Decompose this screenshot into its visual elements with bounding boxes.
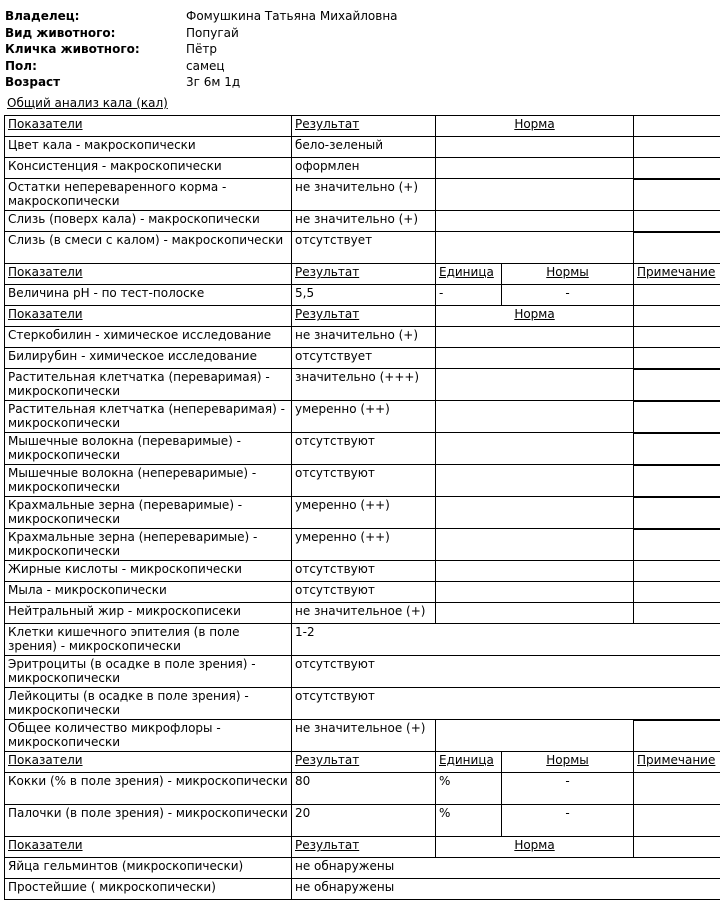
indicator-result: отсутствует [292,232,436,264]
indicator-name: Эритроциты (в осадке в поле зрения) - микроскопически [5,656,292,688]
header-row [5,116,720,137]
results-table [4,115,720,900]
indicator-result: отсутствует [292,348,436,369]
indicator-result: 1-2 [292,624,720,656]
indicator-note [634,401,720,433]
indicator-note [634,158,720,179]
indicator-norm [436,179,634,211]
indicator-result: значительно (+++) [292,369,436,401]
sex-row [5,58,705,75]
split-line [634,433,720,434]
table-row [5,582,720,603]
table-row [5,688,720,720]
indicator-result: умеренно (++) [292,529,436,561]
header-result: Результат [292,116,436,137]
indicator-norm [436,529,634,561]
indicator-note [634,529,720,561]
indicator-result: не значительно (+) [292,327,436,348]
table-row [5,137,720,158]
header-result: Результат [292,752,436,773]
indicator-norm [436,348,634,369]
split-line [634,369,720,370]
indicator-note [634,561,720,582]
indicator-name: Слизь (в смеси с калом) - макроскопически [5,232,292,264]
table-row [5,232,720,264]
indicator-note [634,582,720,603]
table-row [5,465,720,497]
indicator-result: не значительное (+) [292,603,436,624]
indicator-norm: - [502,773,634,805]
indicator-norm [436,232,634,264]
header-unit: Единица [436,264,502,285]
table-row [5,773,720,805]
header-norm: Норма [436,837,634,858]
header-indicators: Показатели [5,116,292,137]
age-label: Возраст [5,75,61,89]
header-result: Результат [292,264,436,285]
indicator-name: Консистенция - макроскопически [5,158,292,179]
animal-name-label: Кличка животного: [5,42,140,56]
header-result: Результат [292,306,436,327]
indicator-norm [436,327,634,348]
table-row [5,327,720,348]
indicator-name: Билирубин - химическое исследование [5,348,292,369]
indicator-norm [436,158,634,179]
indicator-result: 80 [292,773,436,805]
indicator-norm: - [502,285,634,306]
indicator-result: 5,5 [292,285,436,306]
indicator-result: умеренно (++) [292,401,436,433]
indicator-norm [436,497,634,529]
indicator-note [634,720,720,752]
age-value: 3г 6м 1д [186,75,241,89]
header-norm: Норма [436,306,634,327]
table-row [5,369,720,401]
indicator-name: Слизь (поверх кала) - макроскопически [5,211,292,232]
indicator-result: оформлен [292,158,436,179]
analysis-title: Общий анализ кала (кал) [7,96,168,110]
indicator-result: не обнаружены [292,858,720,879]
indicator-note [634,179,720,211]
table-row [5,805,720,837]
indicator-unit: % [436,805,502,837]
indicator-result: отсутствуют [292,582,436,603]
indicator-result: бело-зеленый [292,137,436,158]
indicator-name: Клетки кишечного эпителия (в поле зрения) - микроскопически [5,624,292,656]
header-indicators: Показатели [5,306,292,327]
indicator-note [634,137,720,158]
indicator-name: Общее количество микрофлоры - микроскопически [5,720,292,752]
header-indicators: Показатели [5,837,292,858]
indicator-name: Яйца гельминтов (микроскопически) [5,858,292,879]
header-row [5,306,720,327]
table-row [5,158,720,179]
indicator-note [634,805,720,837]
indicator-name: Жирные кислоты - микроскопически [5,561,292,582]
table-row [5,433,720,465]
indicator-note [634,773,720,805]
indicator-note [634,603,720,624]
indicator-name: Величина pH - по тест-полоске [5,285,292,306]
species-label: Вид животного: [5,25,116,40]
split-line [634,179,720,180]
indicator-result: 20 [292,805,436,837]
header-row [5,752,720,773]
indicator-result: отсутствуют [292,561,436,582]
split-line [634,720,720,721]
table-row [5,348,720,369]
animal-name-value: Пётр [186,42,218,56]
indicator-result: не значительно (+) [292,179,436,211]
age-row [5,74,705,91]
header-norms: Нормы [502,264,634,285]
indicator-note [634,369,720,401]
indicator-result: отсутствуют [292,465,436,497]
indicator-name: Крахмальные зерна (переваримые) - микроскопически [5,497,292,529]
animal-name-row [5,41,705,58]
owner-value: Фомушкина Татьяна Михайловна [186,9,398,23]
indicator-norm [436,603,634,624]
indicator-note [634,211,720,232]
split-line [634,529,720,530]
header-empty [634,837,720,858]
indicator-norm [436,433,634,465]
indicator-name: Растительная клетчатка (непереваримая) - микроскопически [5,401,292,433]
indicator-result: не обнаружены [292,879,720,900]
indicator-name: Стеркобилин - химическое исследование [5,327,292,348]
owner-row [5,8,705,25]
indicator-name: Нейтральный жир - микроскописеки [5,603,292,624]
table-row [5,561,720,582]
indicator-note [634,285,720,306]
owner-label: Владелец: [5,9,80,23]
table-row [5,179,720,211]
split-line [634,465,720,466]
table-row [5,401,720,433]
header-result: Результат [292,837,436,858]
indicator-name: Простейшие ( микроскопически) [5,879,292,900]
header-note: Примечание [634,752,720,773]
table-row [5,656,720,688]
table-row [5,529,720,561]
header-unit: Единица [436,752,502,773]
indicator-result: не значительно (+) [292,211,436,232]
table-row [5,720,720,752]
header-empty [634,116,720,137]
indicator-norm [436,211,634,232]
patient-info [5,8,705,91]
indicator-norm [436,401,634,433]
indicator-note [634,497,720,529]
indicator-result: отсутствуют [292,656,720,688]
indicator-result: не значительное (+) [292,720,436,752]
indicator-name: Крахмальные зерна (непереваримые) - микроскопически [5,529,292,561]
sex-value: самец [186,58,225,73]
indicator-note [634,348,720,369]
indicator-unit: - [436,285,502,306]
indicator-name: Палочки (в поле зрения) - микроскопически [5,805,292,837]
species-value: Попугай [186,25,239,40]
header-indicators: Показатели [5,264,292,285]
header-note: Примечание [634,264,720,285]
results-table-body [5,116,720,900]
indicator-norm: - [502,805,634,837]
indicator-name: Цвет кала - макроскопически [5,137,292,158]
header-row [5,837,720,858]
sex-label: Пол: [5,58,37,73]
split-line [634,401,720,402]
indicator-norm [436,465,634,497]
indicator-norm [436,582,634,603]
table-row [5,603,720,624]
indicator-norm [436,561,634,582]
header-norm: Норма [436,116,634,137]
table-row [5,879,720,900]
indicator-norm [436,720,634,752]
species-row [5,25,705,42]
header-indicators: Показатели [5,752,292,773]
indicator-norm [436,137,634,158]
indicator-result: умеренно (++) [292,497,436,529]
table-row [5,624,720,656]
table-row [5,211,720,232]
table-row [5,858,720,879]
header-norms: Нормы [502,752,634,773]
indicator-note [634,433,720,465]
indicator-name: Мышечные волокна (переваримые) - микроскопически [5,433,292,465]
indicator-name: Мыла - микроскопически [5,582,292,603]
indicator-name: Растительная клетчатка (переваримая) - микроскопически [5,369,292,401]
indicator-result: отсутствуют [292,433,436,465]
split-line [634,232,720,233]
table-row [5,497,720,529]
indicator-note [634,465,720,497]
indicator-name: Кокки (% в поле зрения) - микроскопически [5,773,292,805]
indicator-unit: % [436,773,502,805]
indicator-note [634,327,720,348]
header-empty [634,306,720,327]
indicator-name: Мышечные волокна (непереваримые) - микроскопически [5,465,292,497]
table-row [5,285,720,306]
indicator-norm [436,369,634,401]
indicator-name: Лейкоциты (в осадке в поле зрения) - микроскопически [5,688,292,720]
indicator-note [634,232,720,264]
header-row [5,264,720,285]
indicator-result: отсутствуют [292,688,720,720]
split-line [634,497,720,498]
indicator-name: Остатки непереваренного корма - макроскопически [5,179,292,211]
